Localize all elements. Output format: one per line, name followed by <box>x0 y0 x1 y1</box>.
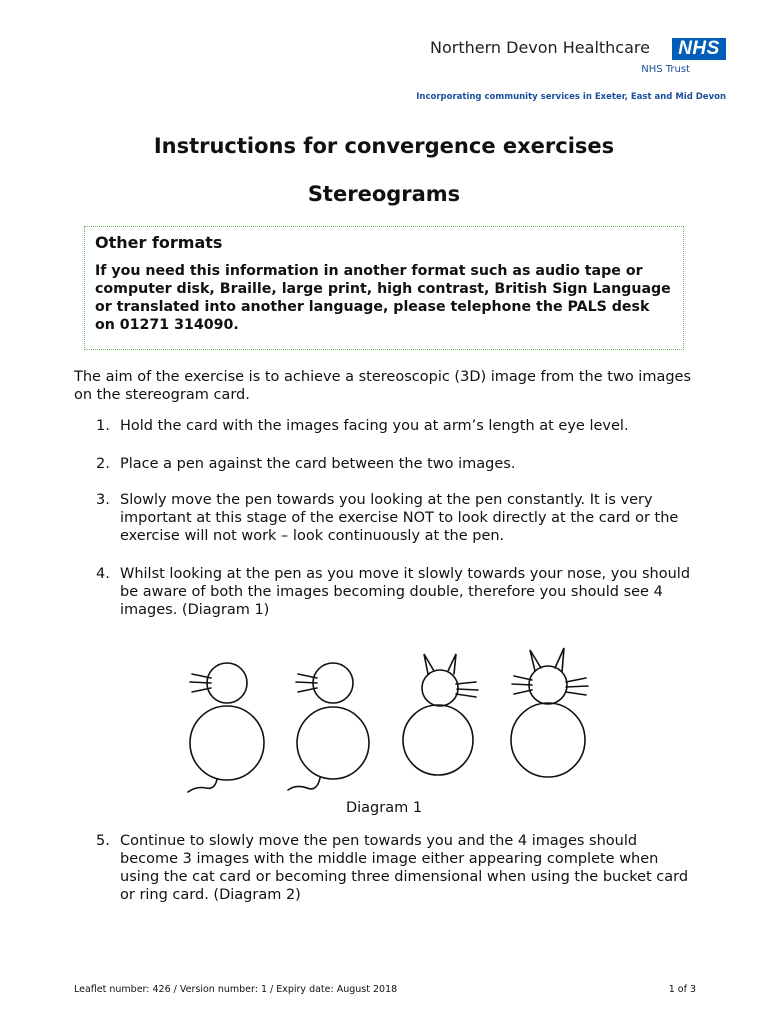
organisation-name: Northern Devon Healthcare <box>430 38 650 57</box>
header-tagline: Incorporating community services in Exeter, East and Mid Devon <box>416 92 726 102</box>
cat-figure <box>403 654 478 775</box>
step-item <box>96 417 696 435</box>
step-item <box>96 455 696 473</box>
document-subtitle: Stereograms <box>307 182 461 206</box>
step-text: Slowly move the pen towards you looking at the pen constantly. It is very important at this stage of the exercise NOT to look directly at the card or the exercise will not work – look continuously at the pen. <box>120 492 679 544</box>
step-number: 3. <box>96 492 110 508</box>
document-title: Instructions for convergence exercises <box>153 134 615 158</box>
step-item <box>96 832 696 904</box>
page-header <box>416 30 730 108</box>
page-number: 1 of 3 <box>668 984 696 995</box>
cat-figure <box>188 663 264 792</box>
step-text: Place a pen against the card between the two images. <box>120 456 516 472</box>
trust-name: NHS Trust <box>641 64 690 75</box>
step-text: Continue to slowly move the pen towards you and the 4 images should become 3 images with the middle image either appearing complete when using the cat card or becoming three dimensional when using the bucket card or ring card. (Diagram 2) <box>120 833 689 903</box>
intro-paragraph: The aim of the exercise is to achieve a stereoscopic (3D) image from the two images on the stereogram card. <box>74 369 692 403</box>
other-formats-heading: Other formats <box>95 233 223 252</box>
other-formats-text: If you need this information in another format such as audio tape or computer disk, Braille, large print, high contrast, British Sign Language or translated into another language, please telephone the PALS desk on 01271 314090. <box>95 263 671 333</box>
diagram-caption: Diagram 1 <box>345 800 423 816</box>
step-text: Whilst looking at the pen as you move it slowly towards your nose, you should be aware of both the images becoming double, therefore you should see 4 images. (Diagram 1) <box>120 566 691 618</box>
step-number: 5. <box>96 833 110 849</box>
step-number: 1. <box>96 418 110 434</box>
cat-diagram <box>170 640 600 800</box>
nhs-logo: NHS <box>672 38 726 60</box>
step-item <box>96 565 696 619</box>
step-number: 2. <box>96 456 110 472</box>
leaflet-info: Leaflet number: 426 / Version number: 1 / Expiry date: August 2018 <box>74 984 398 995</box>
step-item <box>96 491 696 545</box>
cat-figure <box>288 663 369 790</box>
cat-figure <box>511 648 588 777</box>
step-text: Hold the card with the images facing you at arm’s length at eye level. <box>120 418 629 434</box>
step-number: 4. <box>96 566 110 582</box>
other-formats-box <box>84 226 684 350</box>
